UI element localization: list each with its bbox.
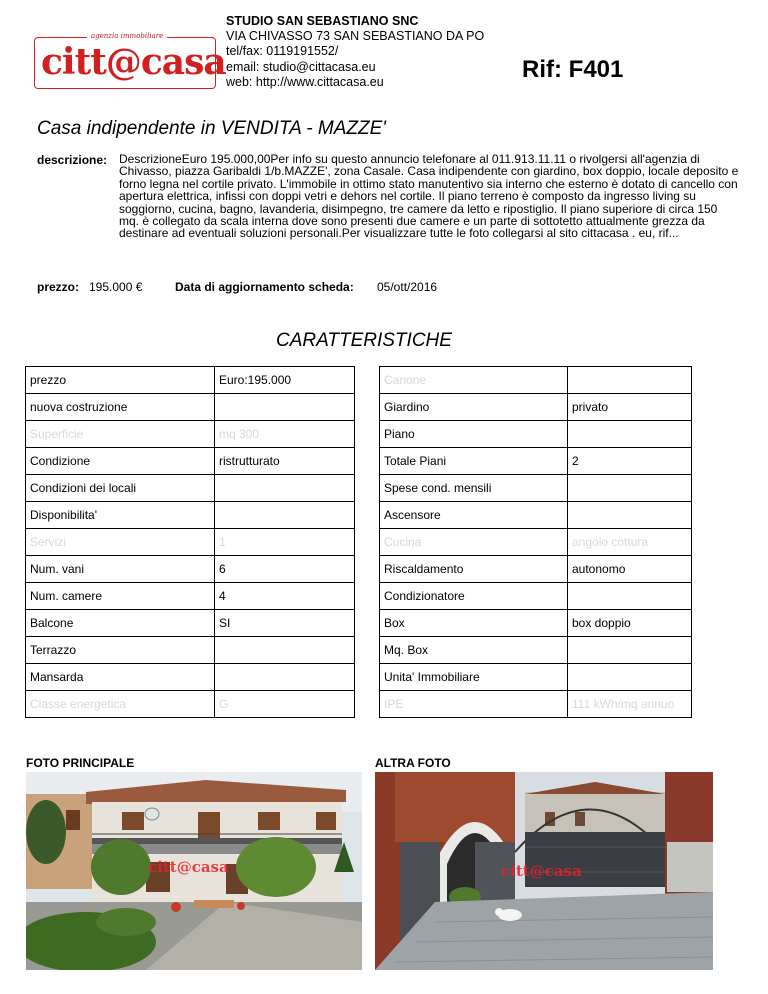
feature-value <box>568 664 692 691</box>
feature-label: Superficie <box>26 421 215 448</box>
main-photo-label: FOTO PRINCIPALE <box>26 756 135 770</box>
feature-label: Spese cond. mensili <box>380 475 568 502</box>
feature-gap <box>355 367 380 394</box>
feature-label: Balcone <box>26 610 215 637</box>
feature-value: privato <box>568 394 692 421</box>
features-row <box>26 583 692 610</box>
price-label: prezzo: <box>37 280 79 294</box>
features-row <box>26 556 692 583</box>
feature-label: Ascensore <box>380 502 568 529</box>
feature-label: Cucina <box>380 529 568 556</box>
description-label: descrizione: <box>37 153 108 167</box>
feature-label: Condizionatore <box>380 583 568 610</box>
feature-gap <box>355 610 380 637</box>
features-row <box>26 367 692 394</box>
update-date-label: Data di aggiornamento scheda: <box>175 280 354 294</box>
features-row <box>26 394 692 421</box>
feature-label: Piano <box>380 421 568 448</box>
main-photo[interactable] <box>26 772 362 970</box>
feature-label: Mq. Box <box>380 637 568 664</box>
feature-gap <box>355 448 380 475</box>
agency-web[interactable]: web: http://www.cittacasa.eu <box>226 74 384 89</box>
feature-value: 2 <box>568 448 692 475</box>
feature-gap <box>355 475 380 502</box>
feature-label: Condizioni dei locali <box>26 475 215 502</box>
feature-value: 111 kWh/mq annuo <box>568 691 692 718</box>
feature-label: Num. camere <box>26 583 215 610</box>
feature-value: angolo cottura <box>568 529 692 556</box>
feature-label: Canone <box>380 367 568 394</box>
feature-value: Euro:195.000 <box>215 367 355 394</box>
feature-label: Num. vani <box>26 556 215 583</box>
feature-label: Terrazzo <box>26 637 215 664</box>
features-row <box>26 691 692 718</box>
logo-tagline: agenzia immobiliare <box>87 32 167 40</box>
features-row <box>26 448 692 475</box>
feature-gap <box>355 637 380 664</box>
feature-value <box>568 421 692 448</box>
feature-value: 4 <box>215 583 355 610</box>
price-value: 195.000 € <box>89 280 143 294</box>
features-row <box>26 637 692 664</box>
photo-watermark: citt@casa <box>501 862 582 880</box>
feature-label: Riscaldamento <box>380 556 568 583</box>
feature-label: Disponibilita' <box>26 502 215 529</box>
feature-value: 1 <box>215 529 355 556</box>
feature-value: G <box>215 691 355 718</box>
feature-label: Mansarda <box>26 664 215 691</box>
feature-value: SI <box>215 610 355 637</box>
agency-name: STUDIO SAN SEBASTIANO SNC <box>226 14 419 28</box>
features-row <box>26 529 692 556</box>
feature-label: Classe energetica <box>26 691 215 718</box>
feature-label: IPE <box>380 691 568 718</box>
features-row <box>26 610 692 637</box>
feature-value <box>215 394 355 421</box>
features-table <box>25 366 692 718</box>
feature-value <box>568 475 692 502</box>
feature-gap <box>355 583 380 610</box>
feature-label: Servizi <box>26 529 215 556</box>
agency-telfax: tel/fax: 0119191552/ <box>226 44 339 59</box>
features-section-title: CARATTERISTICHE <box>276 330 452 351</box>
feature-gap <box>355 691 380 718</box>
feature-label: Condizione <box>26 448 215 475</box>
features-row <box>26 421 692 448</box>
agency-logo <box>34 32 226 89</box>
photo-watermark: citt@casa <box>148 858 229 876</box>
reference-code: Rif: F401 <box>522 56 624 83</box>
feature-value <box>568 637 692 664</box>
logo-brand: citt@casa <box>41 41 226 83</box>
feature-gap <box>355 529 380 556</box>
feature-value <box>568 367 692 394</box>
agency-address: VIA CHIVASSO 73 SAN SEBASTIANO DA PO <box>226 29 485 44</box>
feature-value <box>215 637 355 664</box>
feature-gap <box>355 556 380 583</box>
feature-label: Giardino <box>380 394 568 421</box>
features-row <box>26 664 692 691</box>
feature-label: Box <box>380 610 568 637</box>
feature-value: 6 <box>215 556 355 583</box>
feature-value: box doppio <box>568 610 692 637</box>
feature-label: nuova costruzione <box>26 394 215 421</box>
agency-info <box>226 14 484 90</box>
feature-label: Unita' Immobiliare <box>380 664 568 691</box>
feature-gap <box>355 502 380 529</box>
feature-value: autonomo <box>568 556 692 583</box>
feature-value <box>215 664 355 691</box>
listing-title: Casa indipendente in VENDITA - MAZZE' <box>37 118 386 139</box>
agency-email[interactable]: email: studio@cittacasa.eu <box>226 59 376 74</box>
feature-value <box>568 502 692 529</box>
feature-gap <box>355 394 380 421</box>
other-photo[interactable] <box>375 772 713 970</box>
feature-label: Totale Piani <box>380 448 568 475</box>
feature-value: ristrutturato <box>215 448 355 475</box>
feature-value <box>215 502 355 529</box>
update-date-value: 05/ott/2016 <box>377 280 438 294</box>
feature-gap <box>355 664 380 691</box>
feature-value: mq 300 <box>215 421 355 448</box>
other-photo-label: ALTRA FOTO <box>375 756 451 770</box>
description-text: DescrizioneEuro 195.000,00Per info su questo annuncio telefonare al 011.913.11.11 o rivolgersi all'agenzia di Chivasso, piazza Garibaldi 1/b.MAZZE', zona Casale. Casa indipendente con giardino, box doppio, locale deposito e forno legna nel cortile privato. L'immobile in ottimo stato manutentivo sia interno che esterno è dotato di cancello con apertura elettrica, infissi con doppi vetri e dehors nel cortile. Il piano terreno è composto da ingresso living su soggiorno, cucina, bagno, lavanderia, disimpegno, tre camere da letto e ripostiglio. Il piano superiore di circa 150 mq. è collegato da scala interna dove sono presenti due camere e un parte di sottotetto attualmente grezza da destinare ad eventuali soluzioni personali.Per visualizzare tutte le foto collegarsi al sito cittacasa . eu, rif... <box>119 152 739 241</box>
feature-value <box>568 583 692 610</box>
feature-gap <box>355 421 380 448</box>
feature-value <box>215 475 355 502</box>
feature-label: prezzo <box>26 367 215 394</box>
features-row <box>26 502 692 529</box>
features-row <box>26 475 692 502</box>
